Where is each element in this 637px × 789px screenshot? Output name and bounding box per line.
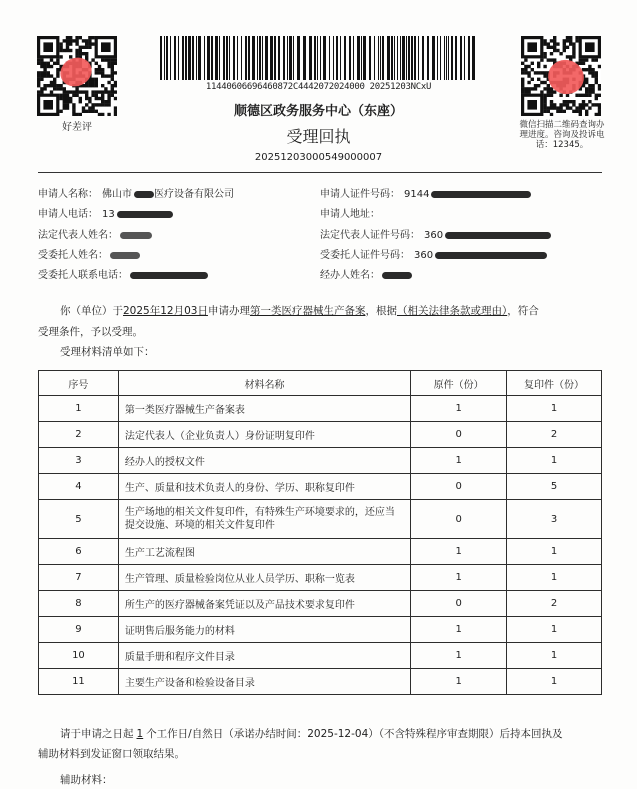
table-row [39,643,602,669]
row-copy: 1 [507,669,602,695]
table-row [39,539,602,565]
receipt-number: 20251203000549000007 [254,152,383,163]
application-date: 2025年12月03日 [123,305,208,317]
service-center-name: 顺德区政务服务中心（东座） [233,104,403,119]
redaction-mark [134,191,154,198]
applicant-address-label: 申请人地址： [320,209,380,220]
applicant-id-label: 申请人证件号码： [320,189,400,200]
row-copy: 2 [507,591,602,617]
row-no: 1 [39,396,119,422]
table-header-row [39,371,602,396]
row-copy: 5 [507,474,602,500]
applicant-address-row [320,209,380,221]
row-copy: 1 [507,396,602,422]
row-name: 生产工艺流程图 [118,539,410,565]
row-no: 3 [39,448,119,474]
table-row [39,422,602,448]
row-orig: 1 [411,617,507,643]
pickup-paragraph-cont: 辅助材料到发证窗口领取结果。 [38,748,185,760]
table-row [39,448,602,474]
agent-id-label: 受委托人证件号码： [320,250,410,261]
header-divider [38,172,602,173]
redaction-mark [382,272,412,279]
table-row [39,474,602,500]
material-list-title: 受理材料清单如下： [60,346,155,358]
header-name: 材料名称 [118,371,410,396]
row-no: 9 [39,617,119,643]
table-row [39,617,602,643]
header-copy: 复印件（份） [507,371,602,396]
redaction-mark [110,252,140,259]
agent-phone-row [38,270,208,282]
table-row [39,565,602,591]
applicant-name-label: 申请人名称： [38,189,98,200]
para-text: 你（单位）于 [60,305,123,317]
acceptance-paragraph [38,303,602,320]
row-name: 法定代表人（企业负责人）身份证明复印件 [118,422,410,448]
applicant-phone-row [38,209,173,221]
handler-row [320,270,412,282]
header-no: 序号 [39,371,119,396]
applicant-id-row [320,189,531,201]
row-no: 8 [39,591,119,617]
applicant-name-suffix: 医疗设备有限公司 [154,189,234,200]
row-orig: 1 [411,396,507,422]
row-name: 第一类医疗器械生产备案表 [118,396,410,422]
row-copy: 1 [507,643,602,669]
row-no: 7 [39,565,119,591]
row-name: 生产管理、质量检验岗位从业人员学历、职称一览表 [118,565,410,591]
left-qr-caption: 好差评 [62,122,92,133]
auxiliary-materials-label: 辅助材料： [60,774,113,786]
barcode-text: 11440606696460872C4442072024000 20251203NCxU [205,82,432,92]
pickup-paragraph [38,726,608,743]
table-row [39,396,602,422]
agent-id-value: 360 [414,250,434,261]
row-no: 5 [39,500,119,539]
row-copy: 1 [507,539,602,565]
row-copy: 1 [507,565,602,591]
applicant-name-row [38,189,234,201]
applicant-phone-value: 13 [102,209,115,220]
applicant-id-value: 9144 [404,189,430,200]
legal-id-value: 360 [424,230,444,241]
legal-id-row [320,230,551,242]
row-orig: 1 [411,448,507,474]
barcode [158,36,478,80]
row-name: 所生产的医疗器械备案凭证以及产品技术要求复印件 [118,591,410,617]
redaction-mark [435,252,547,259]
legal-rep-label: 法定代表人姓名： [38,230,118,241]
row-copy: 3 [507,500,602,539]
row-no: 11 [39,669,119,695]
row-name: 生产场地的相关文件复印件，有特殊生产环境要求的，还应当提交设施、环境的相关文件复印件 [118,500,410,539]
row-orig: 1 [411,643,507,669]
row-copy: 1 [507,617,602,643]
row-orig: 0 [411,474,507,500]
legal-basis: （相关法律条款或理由） [396,305,508,317]
para-text: 请于申请之日起 [60,728,134,740]
agent-name-row [38,250,140,262]
row-no: 4 [39,474,119,500]
row-orig: 1 [411,669,507,695]
row-name: 生产、质量和技术负责人的身份、学历、职称复印件 [118,474,410,500]
table-row [39,591,602,617]
row-orig: 1 [411,565,507,591]
redaction-mark [431,191,531,198]
row-orig: 0 [411,591,507,617]
row-orig: 0 [411,422,507,448]
row-name: 证明售后服务能力的材料 [118,617,410,643]
redaction-mark [130,272,208,279]
row-copy: 2 [507,422,602,448]
handler-label: 经办人姓名： [320,270,380,281]
agent-id-row [320,250,547,262]
agent-phone-label: 受委托人联系电话： [38,270,128,281]
row-orig: 0 [411,500,507,539]
right-qr-caption: 微信扫描二维码查询办理进度。咨询及投诉电话：12345。 [519,120,605,150]
redaction-mark [445,232,551,239]
row-no: 10 [39,643,119,669]
materials-table [38,370,602,695]
header-original: 原件（份） [411,371,507,396]
redaction-mark [117,211,173,218]
row-no: 6 [39,539,119,565]
row-name: 质量手册和程序文件目录 [118,643,410,669]
row-orig: 1 [411,539,507,565]
agent-name-label: 受委托人姓名： [38,250,108,261]
para-text: ，根据 [365,305,397,317]
para-text: 申请办理 [207,305,250,317]
acceptance-paragraph-cont: 受理条件，予以受理。 [38,326,143,338]
redaction-mark [120,232,152,239]
processing-days: 1 [136,728,144,740]
table-row [39,669,602,695]
table-row [39,500,602,539]
application-item: 第一类医疗器械生产备案 [249,305,366,317]
page-title: 受理回执 [286,127,351,146]
row-name: 经办人的授权文件 [118,448,410,474]
row-no: 2 [39,422,119,448]
para-text: 个工作日/自然日（承诺办结时间：2025-12-04）（不含特殊程序审查期限）后持本回执及 [146,728,563,740]
legal-rep-row [38,230,152,242]
applicant-name-prefix: 佛山市 [102,189,132,200]
row-copy: 1 [507,448,602,474]
applicant-phone-label: 申请人电话： [38,209,98,220]
legal-id-label: 法定代表人证件号码： [320,230,420,241]
row-name: 主要生产设备和检验设备目录 [118,669,410,695]
para-text: ，符合 [507,305,539,317]
